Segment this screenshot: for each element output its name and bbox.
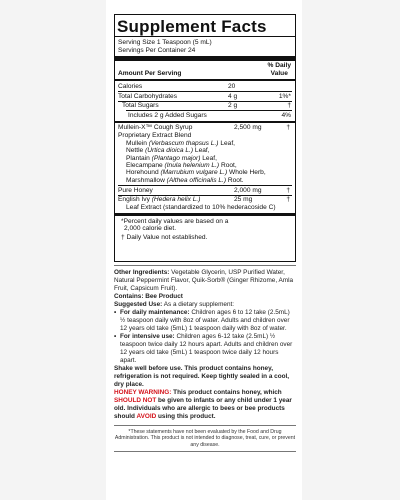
fda-disclaimer: *These statements have not been evaluated by the Food and Drug Administration. This product is not intended to diagnose, treat, cure, or prevent any disease.	[114, 429, 296, 448]
nutrient-row-english-ivy: English Ivy (Hedera helix L.) Leaf Extract (standardized to 10% hederacoside C) 25 mg †	[118, 196, 290, 212]
blend-ingredient: Nettle (Urtica dioica L.) Leaf,	[126, 147, 210, 155]
suggested-use: Suggested Use: As a dietary supplement:	[114, 301, 235, 308]
supplement-facts-box	[114, 14, 296, 262]
footnote-daily-values-1: *Percent daily values are based on a	[121, 217, 229, 225]
serving-size: Serving Size 1 Teaspoon (5 mL)	[118, 39, 212, 46]
footnote-dv-not-established: † Daily Value not established.	[121, 233, 208, 241]
blend-ingredient: Plantain (Plantago major) Leaf,	[126, 154, 217, 162]
nutrient-row-calories: Calories 20	[118, 82, 236, 90]
nutrient-row-carbs: Total Carbohydrates 4 g 1%*	[118, 92, 291, 100]
nutrient-row-added-sugars: Includes 2 g Added Sugars 4%	[128, 111, 291, 119]
daily-value-header-1: % Daily	[267, 62, 291, 70]
storage-instructions: Shake well before use. This product contains honey, refrigeration is not required. Keep tightly sealed in a cool, dry place.	[114, 365, 290, 388]
blend-ingredient: Marshmallow (Althea officinalis L.) Root.	[126, 176, 244, 184]
label-body-text	[114, 265, 296, 455]
daily-maintenance: • For daily maintenance: Children ages 6 to 12 take (2.5mL) ½ teaspoon daily with 8oz of water. Adults and children over 12 years old take (5mL) 1 teaspoon daily with 8oz of water.	[114, 309, 296, 333]
servings-per-container: Servings Per Container 24	[118, 46, 196, 54]
contains-statement: Contains: Bee Product	[114, 293, 183, 300]
blend-dv: †	[286, 124, 290, 132]
blend-row	[118, 124, 292, 140]
honey-warning: HONEY WARNING: This product contains honey, which SHOULD NOT be given to infants or any child under 1 year old. Individuals who are allergic to bees or bee products should AVOID using this product.	[114, 389, 292, 420]
facts-footnotes	[118, 216, 292, 242]
blend-ingredient: Horehound (Marrubium vulgare L.) Whole Herb,	[126, 169, 266, 177]
blend-ingredient: Elecampane (Inula helenium L.) Root,	[126, 162, 237, 169]
blend-name-line-2: Proprietary Extract Blend	[118, 131, 192, 139]
facts-title: Supplement Facts	[117, 17, 267, 36]
amount-per-serving-header: Amount Per Serving	[118, 69, 182, 77]
other-ingredients: Other Ingredients: Vegetable Glycerin, USP Purified Water, Natural Peppermint Flavor, Quik-Sorb® (Ginger Rhizome, Amla Fruit, Capsicum Fruit).	[114, 269, 294, 292]
blend-amount: 2,500 mg	[234, 124, 262, 132]
nutrient-row-sugars: Total Sugars 2 g †	[122, 102, 291, 110]
intensive-use: • For intensive use: Children ages 6-12 take (2.5mL) ½ teaspoon twice daily 12 hours apart. Adults and children over 12 years old take (5mL) 1 teaspoon twice daily 12 hours apart.	[114, 333, 296, 365]
nutrient-row-honey: Pure Honey 2,000 mg †	[118, 186, 290, 194]
footnote-daily-values-2: 2,000 calorie diet.	[124, 225, 177, 233]
daily-value-header-2: Value	[270, 69, 288, 77]
blend-name-line-1: Mullein-X™ Cough Syrup	[118, 124, 193, 132]
blend-ingredient: Mullein (Verbascum thapsus L.) Leaf,	[126, 139, 235, 147]
